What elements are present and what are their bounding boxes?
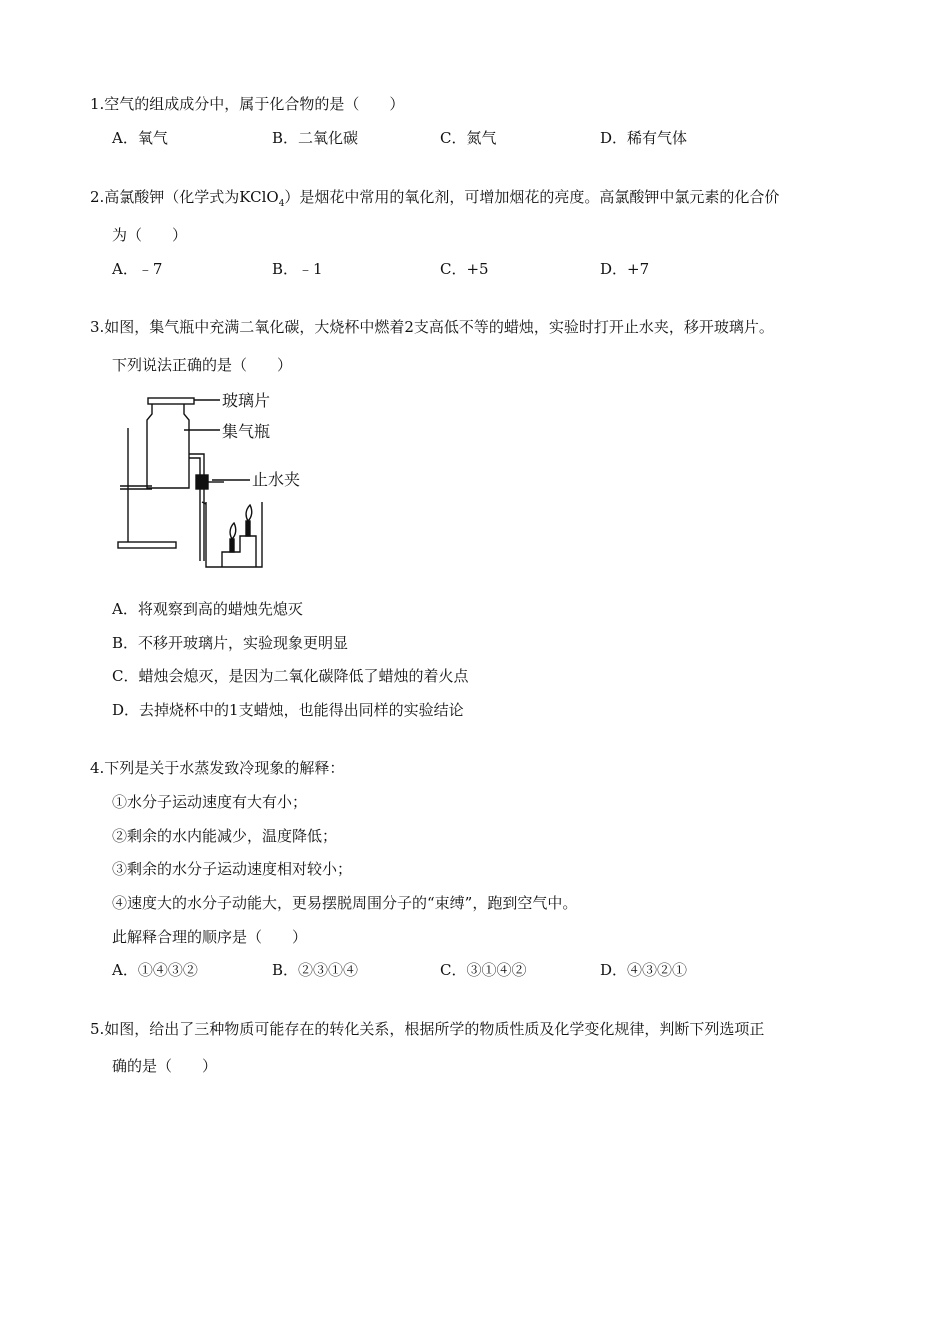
q4-option-d: D．④③②① xyxy=(600,961,688,979)
question-3-stem-continued: 下列说法正确的是（ ） xyxy=(112,356,293,374)
q1-option-b: B．二氧化碳 xyxy=(272,129,359,147)
q2-stem-subscript: 4 xyxy=(278,199,285,209)
q4-option-a: A．①④③② xyxy=(112,961,198,979)
glass-plate-shape xyxy=(148,398,194,404)
stand-base xyxy=(118,542,176,548)
question-3-stem: 3.如图，集气瓶中充满二氧化碳，大烧杯中燃着2支高低不等的蜡烛，实验时打开止水夹，移开玻璃片。 xyxy=(90,318,774,336)
q4-item-4: ④速度大的水分子动能大，更易摆脱周围分子的“束缚”，跑到空气中。 xyxy=(112,894,578,912)
q4-item-1: ①水分子运动速度有大有小； xyxy=(112,793,308,811)
q1-option-a: A．氧气 xyxy=(112,129,168,147)
co2-candle-apparatus-figure xyxy=(112,386,322,576)
label-gas-jar: 集气瓶 xyxy=(222,422,271,441)
q3-option-d: D．去掉烧杯中的1支蜡烛，也能得出同样的实验结论 xyxy=(112,701,464,719)
q4-item-2: ②剩余的水内能减少，温度降低； xyxy=(112,827,338,845)
question-2-stem xyxy=(90,187,779,214)
q4-prompt: 此解释合理的顺序是（ ） xyxy=(112,928,308,946)
question-5-stem-continued: 确的是（ ） xyxy=(112,1057,218,1075)
q2-option-a: A．﹣7 xyxy=(112,260,163,278)
q2-option-c: C．+5 xyxy=(440,260,489,278)
q3-option-a: A．将观察到高的蜡烛先熄灭 xyxy=(112,600,303,618)
q4-option-c: C．③①④② xyxy=(440,961,527,979)
label-water-clamp: 止水夹 xyxy=(252,470,301,489)
q3-option-c: C．蜡烛会熄灭，是因为二氧化碳降低了蜡烛的着火点 xyxy=(112,667,469,685)
q1-option-c: C．氮气 xyxy=(440,129,497,147)
water-clamp-shape xyxy=(196,475,208,489)
question-4-stem: 4.下列是关于水蒸发致冷现象的解释： xyxy=(90,759,345,777)
question-1-stem: 1.空气的组成成分中，属于化合物的是（ ） xyxy=(90,95,405,113)
q4-option-b: B．②③①④ xyxy=(272,961,359,979)
q3-option-b: B．不移开玻璃片，实验现象更明显 xyxy=(112,634,349,652)
q2-stem-part-b: ）是烟花中常用的氧化剂，可增加烟花的亮度。高氯酸钾中氯元素的化合价 xyxy=(284,188,780,206)
q2-option-b: B．﹣1 xyxy=(272,260,323,278)
question-2-stem-continued: 为（ ） xyxy=(112,226,188,244)
q2-stem-part-a: 2.高氯酸钾（化学式为KClO xyxy=(90,188,279,206)
label-glass-plate: 玻璃片 xyxy=(222,391,271,410)
q1-option-d: D．稀有气体 xyxy=(600,129,688,147)
q4-item-3: ③剩余的水分子运动速度相对较小； xyxy=(112,860,353,878)
question-5-stem: 5.如图，给出了三种物质可能存在的转化关系，根据所学的物质性质及化学变化规律，判断下列选项正 xyxy=(90,1020,765,1038)
q2-option-d: D．+7 xyxy=(600,260,650,278)
gas-jar-shape xyxy=(147,404,189,488)
beaker-shape xyxy=(206,502,262,567)
